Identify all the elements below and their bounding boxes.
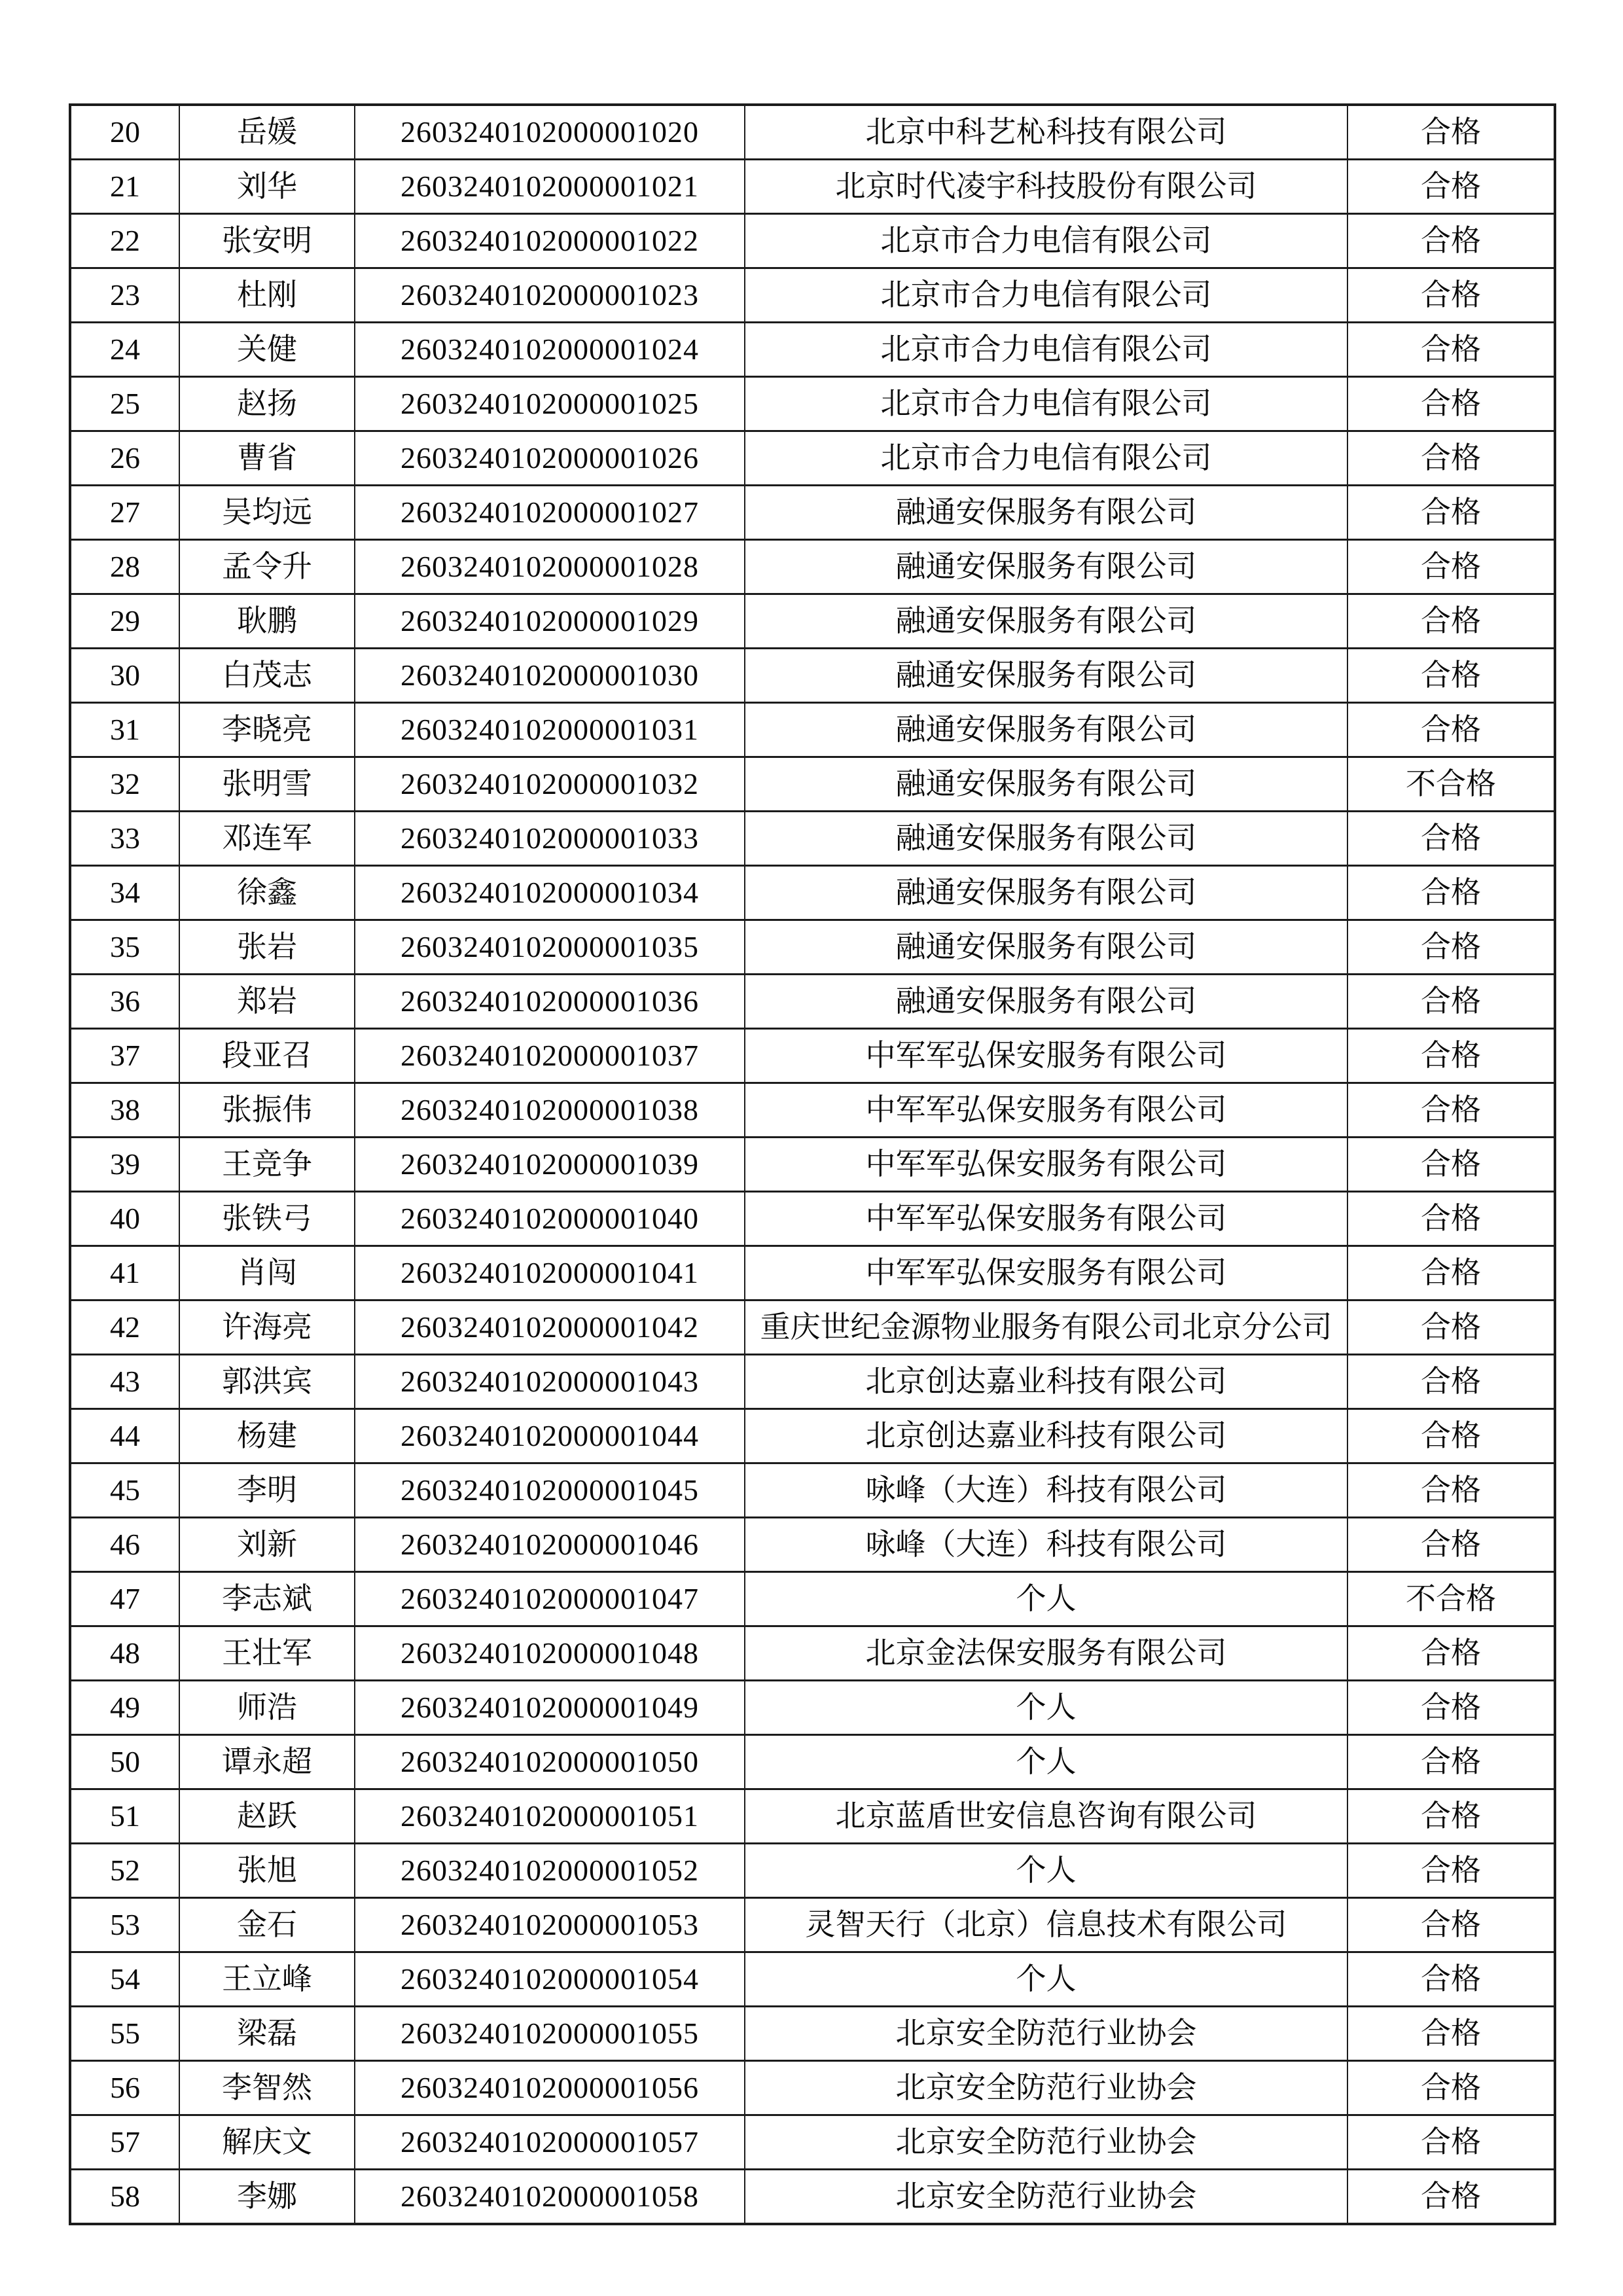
cell-certificate-number: 2603240102000001026 <box>355 431 745 486</box>
cell-row-number: 31 <box>70 703 179 757</box>
cell-certificate-number: 2603240102000001020 <box>355 105 745 160</box>
cell-person-name: 梁磊 <box>179 2007 355 2061</box>
cell-company-name: 北京创达嘉业科技有限公司 <box>745 1409 1347 1463</box>
cell-result-status: 合格 <box>1347 1898 1555 1952</box>
cell-company-name: 融通安保服务有限公司 <box>745 486 1347 540</box>
cell-company-name: 北京中科艺杺科技有限公司 <box>745 105 1347 160</box>
table-row <box>70 1898 1555 1952</box>
cell-row-number: 26 <box>70 431 179 486</box>
cell-result-status: 合格 <box>1347 214 1555 268</box>
cell-certificate-number: 2603240102000001032 <box>355 757 745 812</box>
cell-company-name: 北京市合力电信有限公司 <box>745 431 1347 486</box>
cell-result-status: 合格 <box>1347 486 1555 540</box>
cell-result-status: 合格 <box>1347 649 1555 703</box>
cell-certificate-number: 2603240102000001054 <box>355 1952 745 2007</box>
cell-certificate-number: 2603240102000001033 <box>355 812 745 866</box>
cell-person-name: 肖闯 <box>179 1246 355 1300</box>
cell-certificate-number: 2603240102000001022 <box>355 214 745 268</box>
cell-person-name: 张明雪 <box>179 757 355 812</box>
cell-certificate-number: 2603240102000001047 <box>355 1572 745 1626</box>
cell-certificate-number: 2603240102000001037 <box>355 1029 745 1083</box>
cell-row-number: 29 <box>70 594 179 649</box>
cell-result-status: 合格 <box>1347 1735 1555 1789</box>
cell-person-name: 张安明 <box>179 214 355 268</box>
cell-result-status: 合格 <box>1347 1300 1555 1355</box>
cell-person-name: 许海亮 <box>179 1300 355 1355</box>
cell-person-name: 李志斌 <box>179 1572 355 1626</box>
cell-person-name: 李娜 <box>179 2170 355 2225</box>
cell-result-status: 合格 <box>1347 703 1555 757</box>
cell-certificate-number: 2603240102000001023 <box>355 268 745 323</box>
cell-row-number: 25 <box>70 377 179 431</box>
cell-certificate-number: 2603240102000001041 <box>355 1246 745 1300</box>
cell-company-name: 北京安全防范行业协会 <box>745 2115 1347 2170</box>
cell-row-number: 39 <box>70 1138 179 1192</box>
cell-certificate-number: 2603240102000001045 <box>355 1463 745 1518</box>
cell-row-number: 23 <box>70 268 179 323</box>
cell-certificate-number: 2603240102000001052 <box>355 1844 745 1898</box>
cell-person-name: 刘新 <box>179 1518 355 1572</box>
cell-person-name: 孟令升 <box>179 540 355 594</box>
cell-company-name: 个人 <box>745 1735 1347 1789</box>
table-row <box>70 594 1555 649</box>
cell-company-name: 个人 <box>745 1844 1347 1898</box>
cell-certificate-number: 2603240102000001058 <box>355 2170 745 2225</box>
table-row <box>70 431 1555 486</box>
cell-row-number: 36 <box>70 975 179 1029</box>
table-row <box>70 1952 1555 2007</box>
cell-company-name: 重庆世纪金源物业服务有限公司北京分公司 <box>745 1300 1347 1355</box>
cell-certificate-number: 2603240102000001055 <box>355 2007 745 2061</box>
table-row <box>70 1246 1555 1300</box>
cell-row-number: 27 <box>70 486 179 540</box>
table-row <box>70 1844 1555 1898</box>
table-row <box>70 1409 1555 1463</box>
table-row <box>70 975 1555 1029</box>
cell-company-name: 北京安全防范行业协会 <box>745 2170 1347 2225</box>
cell-row-number: 37 <box>70 1029 179 1083</box>
cell-person-name: 张铁弓 <box>179 1192 355 1246</box>
cell-row-number: 58 <box>70 2170 179 2225</box>
table-row <box>70 920 1555 975</box>
cell-row-number: 44 <box>70 1409 179 1463</box>
cell-result-status: 不合格 <box>1347 757 1555 812</box>
table-row <box>70 703 1555 757</box>
cell-company-name: 个人 <box>745 1952 1347 2007</box>
cell-person-name: 徐鑫 <box>179 866 355 920</box>
cell-person-name: 王壮军 <box>179 1626 355 1681</box>
cell-company-name: 北京市合力电信有限公司 <box>745 323 1347 377</box>
cell-result-status: 合格 <box>1347 1626 1555 1681</box>
table-row <box>70 160 1555 214</box>
cell-company-name: 北京蓝盾世安信息咨询有限公司 <box>745 1789 1347 1844</box>
cell-person-name: 段亚召 <box>179 1029 355 1083</box>
cell-person-name: 张岩 <box>179 920 355 975</box>
cell-company-name: 融通安保服务有限公司 <box>745 866 1347 920</box>
cell-person-name: 李智然 <box>179 2061 355 2115</box>
cell-certificate-number: 2603240102000001056 <box>355 2061 745 2115</box>
cell-certificate-number: 2603240102000001021 <box>355 160 745 214</box>
table-row <box>70 1789 1555 1844</box>
cell-company-name: 中军军弘保安服务有限公司 <box>745 1138 1347 1192</box>
cell-row-number: 47 <box>70 1572 179 1626</box>
table-row <box>70 757 1555 812</box>
cell-result-status: 合格 <box>1347 2115 1555 2170</box>
cell-result-status: 合格 <box>1347 1952 1555 2007</box>
cell-certificate-number: 2603240102000001028 <box>355 540 745 594</box>
cell-certificate-number: 2603240102000001039 <box>355 1138 745 1192</box>
cell-certificate-number: 2603240102000001042 <box>355 1300 745 1355</box>
cell-result-status: 合格 <box>1347 160 1555 214</box>
table-row <box>70 1138 1555 1192</box>
cell-row-number: 43 <box>70 1355 179 1409</box>
cell-result-status: 合格 <box>1347 431 1555 486</box>
cell-company-name: 北京金法保安服务有限公司 <box>745 1626 1347 1681</box>
cell-company-name: 融通安保服务有限公司 <box>745 757 1347 812</box>
cell-result-status: 合格 <box>1347 377 1555 431</box>
cell-row-number: 24 <box>70 323 179 377</box>
cell-company-name: 中军军弘保安服务有限公司 <box>745 1192 1347 1246</box>
cell-certificate-number: 2603240102000001046 <box>355 1518 745 1572</box>
cell-person-name: 耿鹏 <box>179 594 355 649</box>
cell-company-name: 北京市合力电信有限公司 <box>745 268 1347 323</box>
table-row <box>70 1572 1555 1626</box>
cell-certificate-number: 2603240102000001031 <box>355 703 745 757</box>
cell-company-name: 个人 <box>745 1681 1347 1735</box>
cell-person-name: 邓连军 <box>179 812 355 866</box>
cell-row-number: 56 <box>70 2061 179 2115</box>
cell-result-status: 合格 <box>1347 323 1555 377</box>
table-row <box>70 323 1555 377</box>
table-row <box>70 214 1555 268</box>
cell-person-name: 郑岩 <box>179 975 355 1029</box>
table-row <box>70 1735 1555 1789</box>
cell-row-number: 40 <box>70 1192 179 1246</box>
cell-row-number: 54 <box>70 1952 179 2007</box>
cell-company-name: 融通安保服务有限公司 <box>745 703 1347 757</box>
cell-company-name: 融通安保服务有限公司 <box>745 812 1347 866</box>
table-row <box>70 2170 1555 2225</box>
cell-row-number: 50 <box>70 1735 179 1789</box>
cell-result-status: 合格 <box>1347 920 1555 975</box>
cell-person-name: 吴均远 <box>179 486 355 540</box>
cell-company-name: 融通安保服务有限公司 <box>745 540 1347 594</box>
table-row <box>70 1192 1555 1246</box>
cell-certificate-number: 2603240102000001036 <box>355 975 745 1029</box>
cell-person-name: 赵跃 <box>179 1789 355 1844</box>
cell-row-number: 48 <box>70 1626 179 1681</box>
table-row <box>70 540 1555 594</box>
cell-company-name: 咏峰（大连）科技有限公司 <box>745 1518 1347 1572</box>
cell-certificate-number: 2603240102000001035 <box>355 920 745 975</box>
cell-row-number: 52 <box>70 1844 179 1898</box>
table-row <box>70 1300 1555 1355</box>
cell-company-name: 融通安保服务有限公司 <box>745 975 1347 1029</box>
cell-row-number: 41 <box>70 1246 179 1300</box>
cell-row-number: 28 <box>70 540 179 594</box>
table-row <box>70 1518 1555 1572</box>
cell-certificate-number: 2603240102000001024 <box>355 323 745 377</box>
cell-company-name: 融通安保服务有限公司 <box>745 594 1347 649</box>
cell-company-name: 中军军弘保安服务有限公司 <box>745 1246 1347 1300</box>
cell-result-status: 合格 <box>1347 975 1555 1029</box>
cell-row-number: 32 <box>70 757 179 812</box>
cell-person-name: 李晓亮 <box>179 703 355 757</box>
cell-certificate-number: 2603240102000001051 <box>355 1789 745 1844</box>
cell-row-number: 45 <box>70 1463 179 1518</box>
cell-company-name: 融通安保服务有限公司 <box>745 649 1347 703</box>
cell-company-name: 中军军弘保安服务有限公司 <box>745 1029 1347 1083</box>
cell-person-name: 曹省 <box>179 431 355 486</box>
cell-person-name: 关健 <box>179 323 355 377</box>
cell-result-status: 合格 <box>1347 2170 1555 2225</box>
results-table <box>69 103 1556 2225</box>
cell-certificate-number: 2603240102000001038 <box>355 1083 745 1138</box>
cell-result-status: 合格 <box>1347 1246 1555 1300</box>
cell-result-status: 合格 <box>1347 1463 1555 1518</box>
cell-row-number: 38 <box>70 1083 179 1138</box>
cell-company-name: 咏峰（大连）科技有限公司 <box>745 1463 1347 1518</box>
cell-result-status: 合格 <box>1347 540 1555 594</box>
cell-row-number: 51 <box>70 1789 179 1844</box>
cell-row-number: 49 <box>70 1681 179 1735</box>
table-row <box>70 268 1555 323</box>
cell-row-number: 22 <box>70 214 179 268</box>
table-row <box>70 649 1555 703</box>
cell-result-status: 合格 <box>1347 1355 1555 1409</box>
cell-result-status: 合格 <box>1347 2007 1555 2061</box>
cell-row-number: 46 <box>70 1518 179 1572</box>
cell-person-name: 张振伟 <box>179 1083 355 1138</box>
cell-company-name: 北京市合力电信有限公司 <box>745 214 1347 268</box>
cell-company-name: 北京市合力电信有限公司 <box>745 377 1347 431</box>
cell-company-name: 北京创达嘉业科技有限公司 <box>745 1355 1347 1409</box>
cell-result-status: 不合格 <box>1347 1572 1555 1626</box>
cell-person-name: 李明 <box>179 1463 355 1518</box>
cell-result-status: 合格 <box>1347 1518 1555 1572</box>
cell-row-number: 20 <box>70 105 179 160</box>
cell-person-name: 张旭 <box>179 1844 355 1898</box>
cell-row-number: 34 <box>70 866 179 920</box>
cell-certificate-number: 2603240102000001040 <box>355 1192 745 1246</box>
cell-row-number: 21 <box>70 160 179 214</box>
table-row <box>70 1083 1555 1138</box>
cell-result-status: 合格 <box>1347 1138 1555 1192</box>
cell-person-name: 解庆文 <box>179 2115 355 2170</box>
cell-certificate-number: 2603240102000001050 <box>355 1735 745 1789</box>
cell-certificate-number: 2603240102000001044 <box>355 1409 745 1463</box>
cell-result-status: 合格 <box>1347 268 1555 323</box>
cell-result-status: 合格 <box>1347 1844 1555 1898</box>
cell-result-status: 合格 <box>1347 594 1555 649</box>
cell-company-name: 北京安全防范行业协会 <box>745 2007 1347 2061</box>
cell-row-number: 30 <box>70 649 179 703</box>
cell-row-number: 55 <box>70 2007 179 2061</box>
cell-row-number: 35 <box>70 920 179 975</box>
table-row <box>70 866 1555 920</box>
table-row <box>70 1626 1555 1681</box>
cell-company-name: 北京安全防范行业协会 <box>745 2061 1347 2115</box>
cell-company-name: 个人 <box>745 1572 1347 1626</box>
cell-certificate-number: 2603240102000001049 <box>355 1681 745 1735</box>
cell-person-name: 赵扬 <box>179 377 355 431</box>
cell-result-status: 合格 <box>1347 866 1555 920</box>
cell-certificate-number: 2603240102000001029 <box>355 594 745 649</box>
table-row <box>70 1029 1555 1083</box>
table-row <box>70 2007 1555 2061</box>
cell-person-name: 师浩 <box>179 1681 355 1735</box>
cell-certificate-number: 2603240102000001053 <box>355 1898 745 1952</box>
table-row <box>70 2115 1555 2170</box>
cell-result-status: 合格 <box>1347 1681 1555 1735</box>
cell-certificate-number: 2603240102000001030 <box>355 649 745 703</box>
cell-result-status: 合格 <box>1347 1409 1555 1463</box>
cell-person-name: 刘华 <box>179 160 355 214</box>
cell-row-number: 53 <box>70 1898 179 1952</box>
cell-person-name: 王立峰 <box>179 1952 355 2007</box>
table-row <box>70 1681 1555 1735</box>
cell-certificate-number: 2603240102000001027 <box>355 486 745 540</box>
cell-result-status: 合格 <box>1347 1083 1555 1138</box>
table-row <box>70 2061 1555 2115</box>
cell-company-name: 灵智天行（北京）信息技术有限公司 <box>745 1898 1347 1952</box>
cell-certificate-number: 2603240102000001043 <box>355 1355 745 1409</box>
cell-person-name: 谭永超 <box>179 1735 355 1789</box>
cell-result-status: 合格 <box>1347 1029 1555 1083</box>
table-row <box>70 1355 1555 1409</box>
cell-certificate-number: 2603240102000001034 <box>355 866 745 920</box>
cell-result-status: 合格 <box>1347 105 1555 160</box>
table-row <box>70 377 1555 431</box>
cell-certificate-number: 2603240102000001057 <box>355 2115 745 2170</box>
cell-person-name: 白茂志 <box>179 649 355 703</box>
cell-row-number: 42 <box>70 1300 179 1355</box>
cell-row-number: 33 <box>70 812 179 866</box>
cell-result-status: 合格 <box>1347 2061 1555 2115</box>
table-row <box>70 486 1555 540</box>
cell-company-name: 北京时代凌宇科技股份有限公司 <box>745 160 1347 214</box>
cell-person-name: 金石 <box>179 1898 355 1952</box>
results-table-body <box>70 105 1555 2224</box>
cell-person-name: 杨建 <box>179 1409 355 1463</box>
cell-company-name: 中军军弘保安服务有限公司 <box>745 1083 1347 1138</box>
table-row <box>70 105 1555 160</box>
table-row <box>70 812 1555 866</box>
cell-certificate-number: 2603240102000001048 <box>355 1626 745 1681</box>
cell-person-name: 杜刚 <box>179 268 355 323</box>
cell-result-status: 合格 <box>1347 1789 1555 1844</box>
table-row <box>70 1463 1555 1518</box>
cell-company-name: 融通安保服务有限公司 <box>745 920 1347 975</box>
cell-result-status: 合格 <box>1347 812 1555 866</box>
cell-person-name: 郭洪宾 <box>179 1355 355 1409</box>
cell-person-name: 岳媛 <box>179 105 355 160</box>
cell-certificate-number: 2603240102000001025 <box>355 377 745 431</box>
cell-result-status: 合格 <box>1347 1192 1555 1246</box>
cell-person-name: 王竞争 <box>179 1138 355 1192</box>
cell-row-number: 57 <box>70 2115 179 2170</box>
